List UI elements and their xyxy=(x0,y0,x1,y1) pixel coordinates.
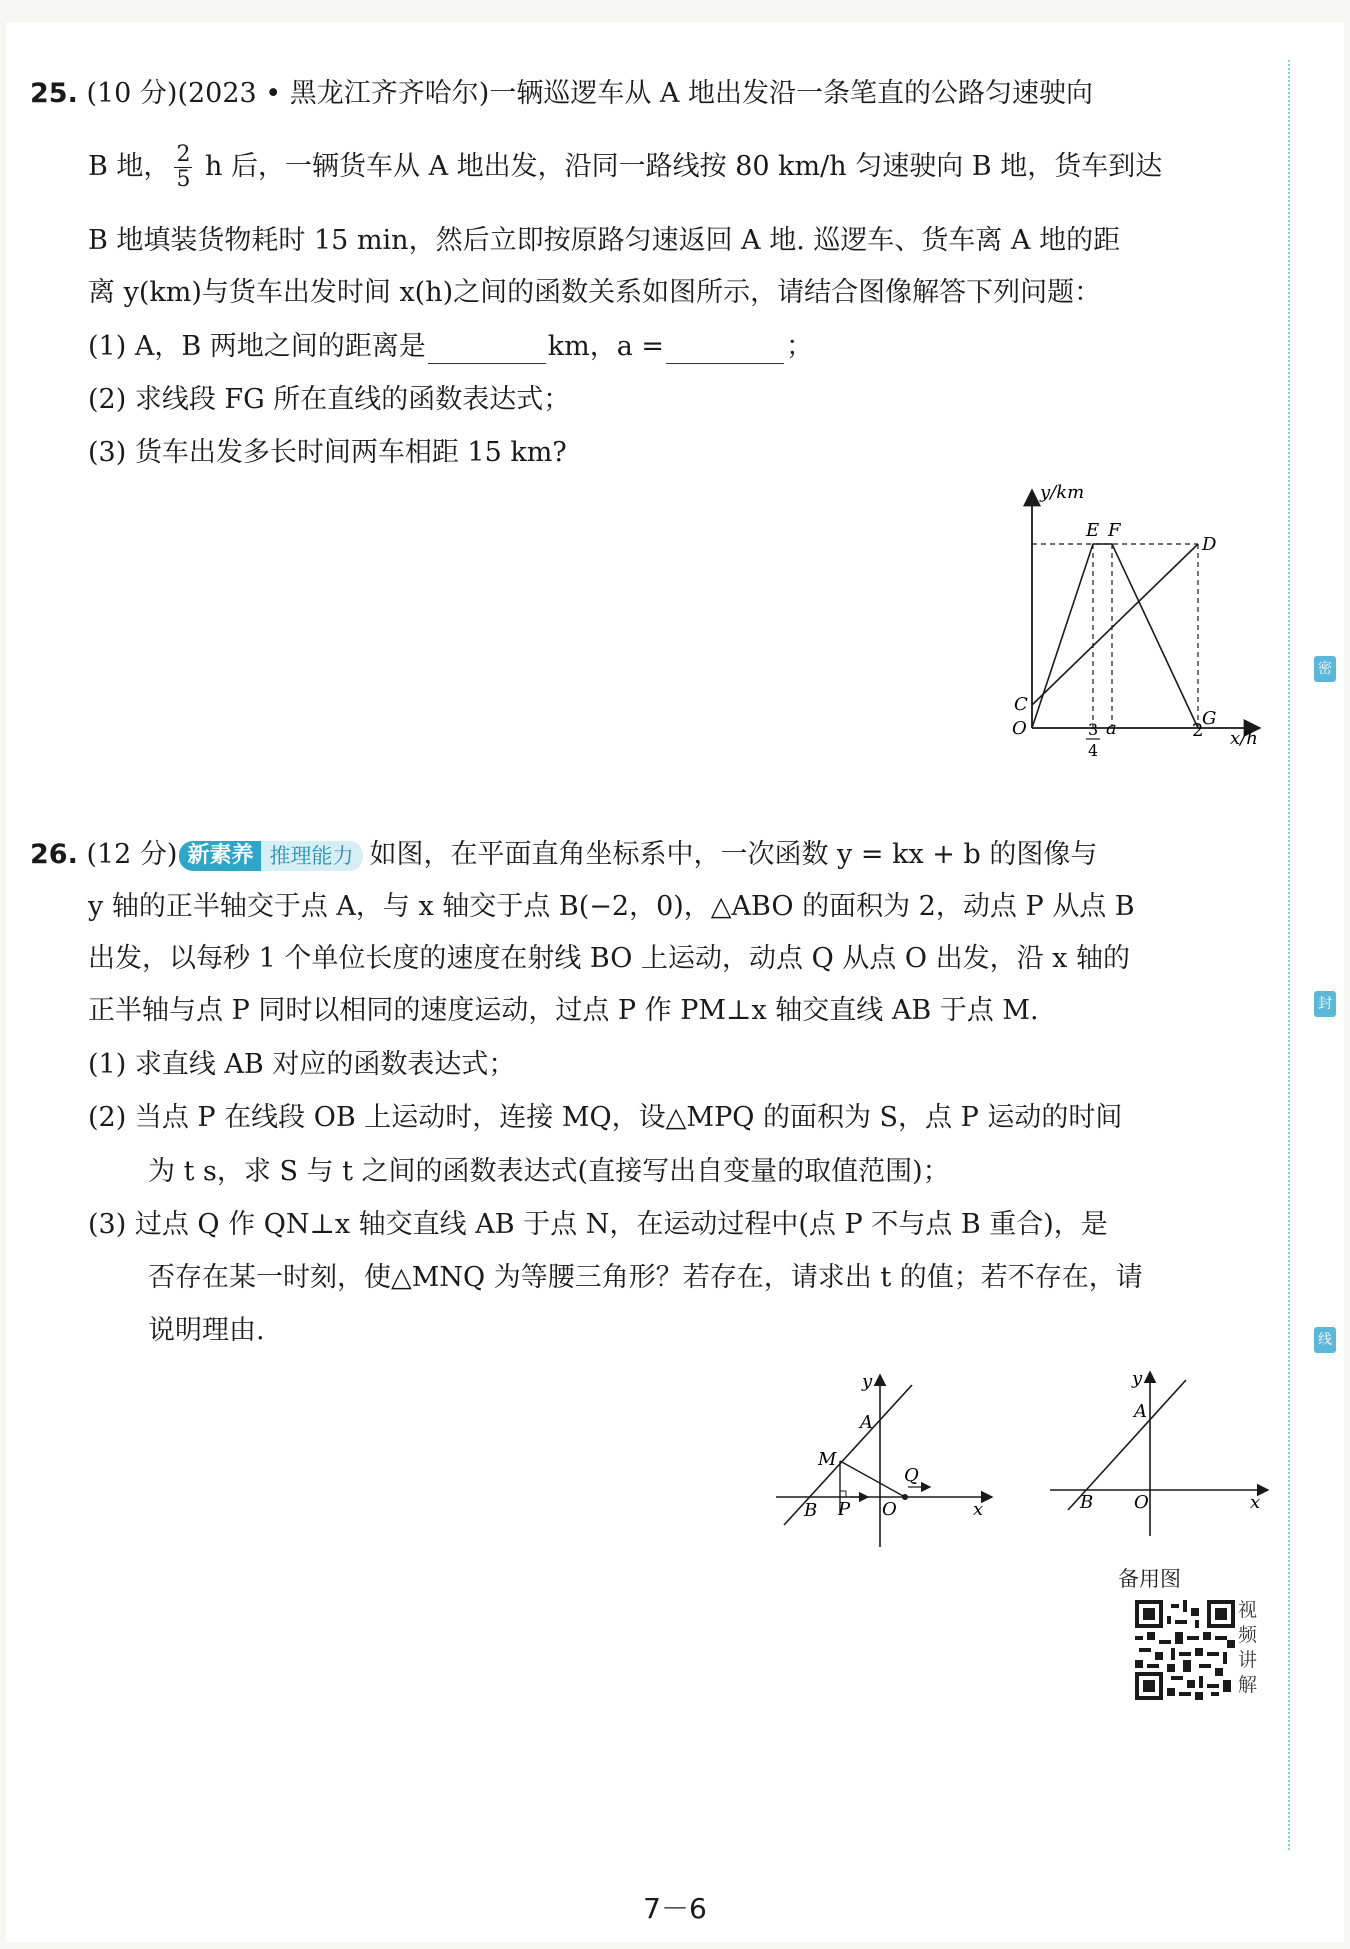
q25-part1: (1) A，B 两地之间的距离是 km，a = ； xyxy=(88,331,814,362)
q26-line1: 26. (12 分) 新素养 推理能力 如图，在平面直角坐标系中，一次函数 y = kx + b 的图像与 xyxy=(30,839,1098,870)
q25-part2: (2) 求线段 FG 所在直线的函数表达式； xyxy=(88,384,571,415)
q25-stem-1: (10 分)(2023 • 黑龙江齐齐哈尔)一辆巡逻车从 A 地出发沿一条笔直的公路匀速驶向 xyxy=(86,78,1093,109)
fig1-Q: Q xyxy=(904,1465,919,1486)
fig2-y-label: y xyxy=(1132,1368,1143,1389)
label-F: F xyxy=(1108,520,1121,541)
q25-line2: B 地， $\frac{2}{5}$ h 后，一辆货车从 A 地出发，沿同一路线按 80 km/h 匀速驶向 B 地，货车到达 xyxy=(88,142,1163,192)
patrol-graph-line xyxy=(1032,544,1198,705)
label-C: C xyxy=(1014,694,1028,715)
fig1-O: O xyxy=(882,1499,897,1520)
fig2-A: A xyxy=(1134,1401,1147,1422)
side-tab-seal-2: 封 xyxy=(1314,991,1336,1017)
label-D: D xyxy=(1202,534,1217,555)
q26-part2b: 为 t s，求 S 与 t 之间的函数表达式(直接写出自变量的取值范围)； xyxy=(148,1156,950,1187)
side-tab-line: 线 xyxy=(1314,1327,1336,1353)
q25-line1 xyxy=(30,77,1093,111)
tick-a: a xyxy=(1106,718,1117,739)
q25-line4: 离 y(km)与货车出发时间 x(h)之间的函数关系如图所示，请结合图像解答下列问题： xyxy=(88,277,1102,308)
q25-line3: B 地填装货物耗时 15 min，然后立即按原路匀速返回 A 地. 巡逻车、货车离 A 地的距 xyxy=(88,225,1121,256)
q25-blank-a[interactable] xyxy=(666,337,784,364)
video-qr-code[interactable] xyxy=(1135,1600,1235,1700)
q26-part3a: (3) 过点 Q 作 QN⊥x 轴交直线 AB 于点 N，在运动过程中(点 P 不与点 B 重合)，是 xyxy=(88,1209,1108,1240)
fig2-B: B xyxy=(1080,1492,1094,1513)
q25-fraction: $\frac{2}{5}$ xyxy=(176,142,191,192)
tick-frac-den: 4 xyxy=(1088,741,1099,760)
label-G: G xyxy=(1202,708,1217,729)
fig1-A: A xyxy=(860,1412,873,1433)
fig2-x-label: x xyxy=(1250,1492,1261,1513)
video-explanation-label: 视 频 讲 解 xyxy=(1238,1599,1258,1696)
tick-2: 2 xyxy=(1192,720,1204,741)
label-O: O xyxy=(1012,718,1027,739)
fig2-O: O xyxy=(1134,1492,1149,1513)
fig1-B: B xyxy=(804,1500,818,1521)
q26-line4: 正半轴与点 P 同时以相同的速度运动，过点 P 作 PM⊥x 轴交直线 AB 于点 M. xyxy=(88,995,1039,1026)
truck-graph-line xyxy=(1032,544,1198,728)
q25-number: 25. xyxy=(30,78,78,109)
q25-graph xyxy=(1000,480,1270,770)
q26-figure-main xyxy=(770,1365,1000,1565)
q25-part3: (3) 货车出发多长时间两车相距 15 km? xyxy=(88,437,567,468)
q26-line2: y 轴的正半轴交于点 A，与 x 轴交于点 B(−2，0)，△ABO 的面积为 2，动点 P 从点 B xyxy=(88,891,1135,922)
q26-line3: 出发，以每秒 1 个单位长度的速度在射线 BO 上运动，动点 Q 从点 O 出发，沿 x 轴的 xyxy=(88,943,1130,974)
spare-figure-label: 备用图 xyxy=(1118,1567,1181,1591)
fig1-P: P xyxy=(838,1499,851,1520)
label-E: E xyxy=(1086,520,1100,541)
q25-blank-distance[interactable] xyxy=(428,337,546,364)
q26-number: 26. xyxy=(30,839,78,870)
q26-figure-spare xyxy=(1040,1360,1275,1540)
page-number: 7－6 xyxy=(643,1892,707,1925)
q25-ylabel: y/km xyxy=(1040,482,1085,503)
tick-frac-num: 3 xyxy=(1088,720,1099,739)
fig1-x-label: x xyxy=(973,1499,984,1520)
q26-part1: (1) 求直线 AB 对应的函数表达式； xyxy=(88,1049,516,1080)
binding-dotted-line xyxy=(1288,60,1290,1850)
q26-part2a: (2) 当点 P 在线段 OB 上运动时，连接 MQ，设△MPQ 的面积为 S，点 P 运动的时间 xyxy=(88,1102,1123,1133)
fig1-M: M xyxy=(818,1449,837,1470)
q25-xlabel: x/h xyxy=(1230,728,1258,749)
segment-MQ xyxy=(840,1461,905,1497)
side-tab-seal: 密 xyxy=(1314,656,1336,682)
q26-part3b: 否存在某一时刻，使△MNQ 为等腰三角形？若存在，请求出 t 的值；若不存在，请 xyxy=(148,1262,1143,1293)
q26-part3c: 说明理由. xyxy=(148,1315,265,1346)
new-literacy-badge: 新素养 推理能力 xyxy=(179,841,363,871)
fig1-y-label: y xyxy=(862,1371,873,1392)
